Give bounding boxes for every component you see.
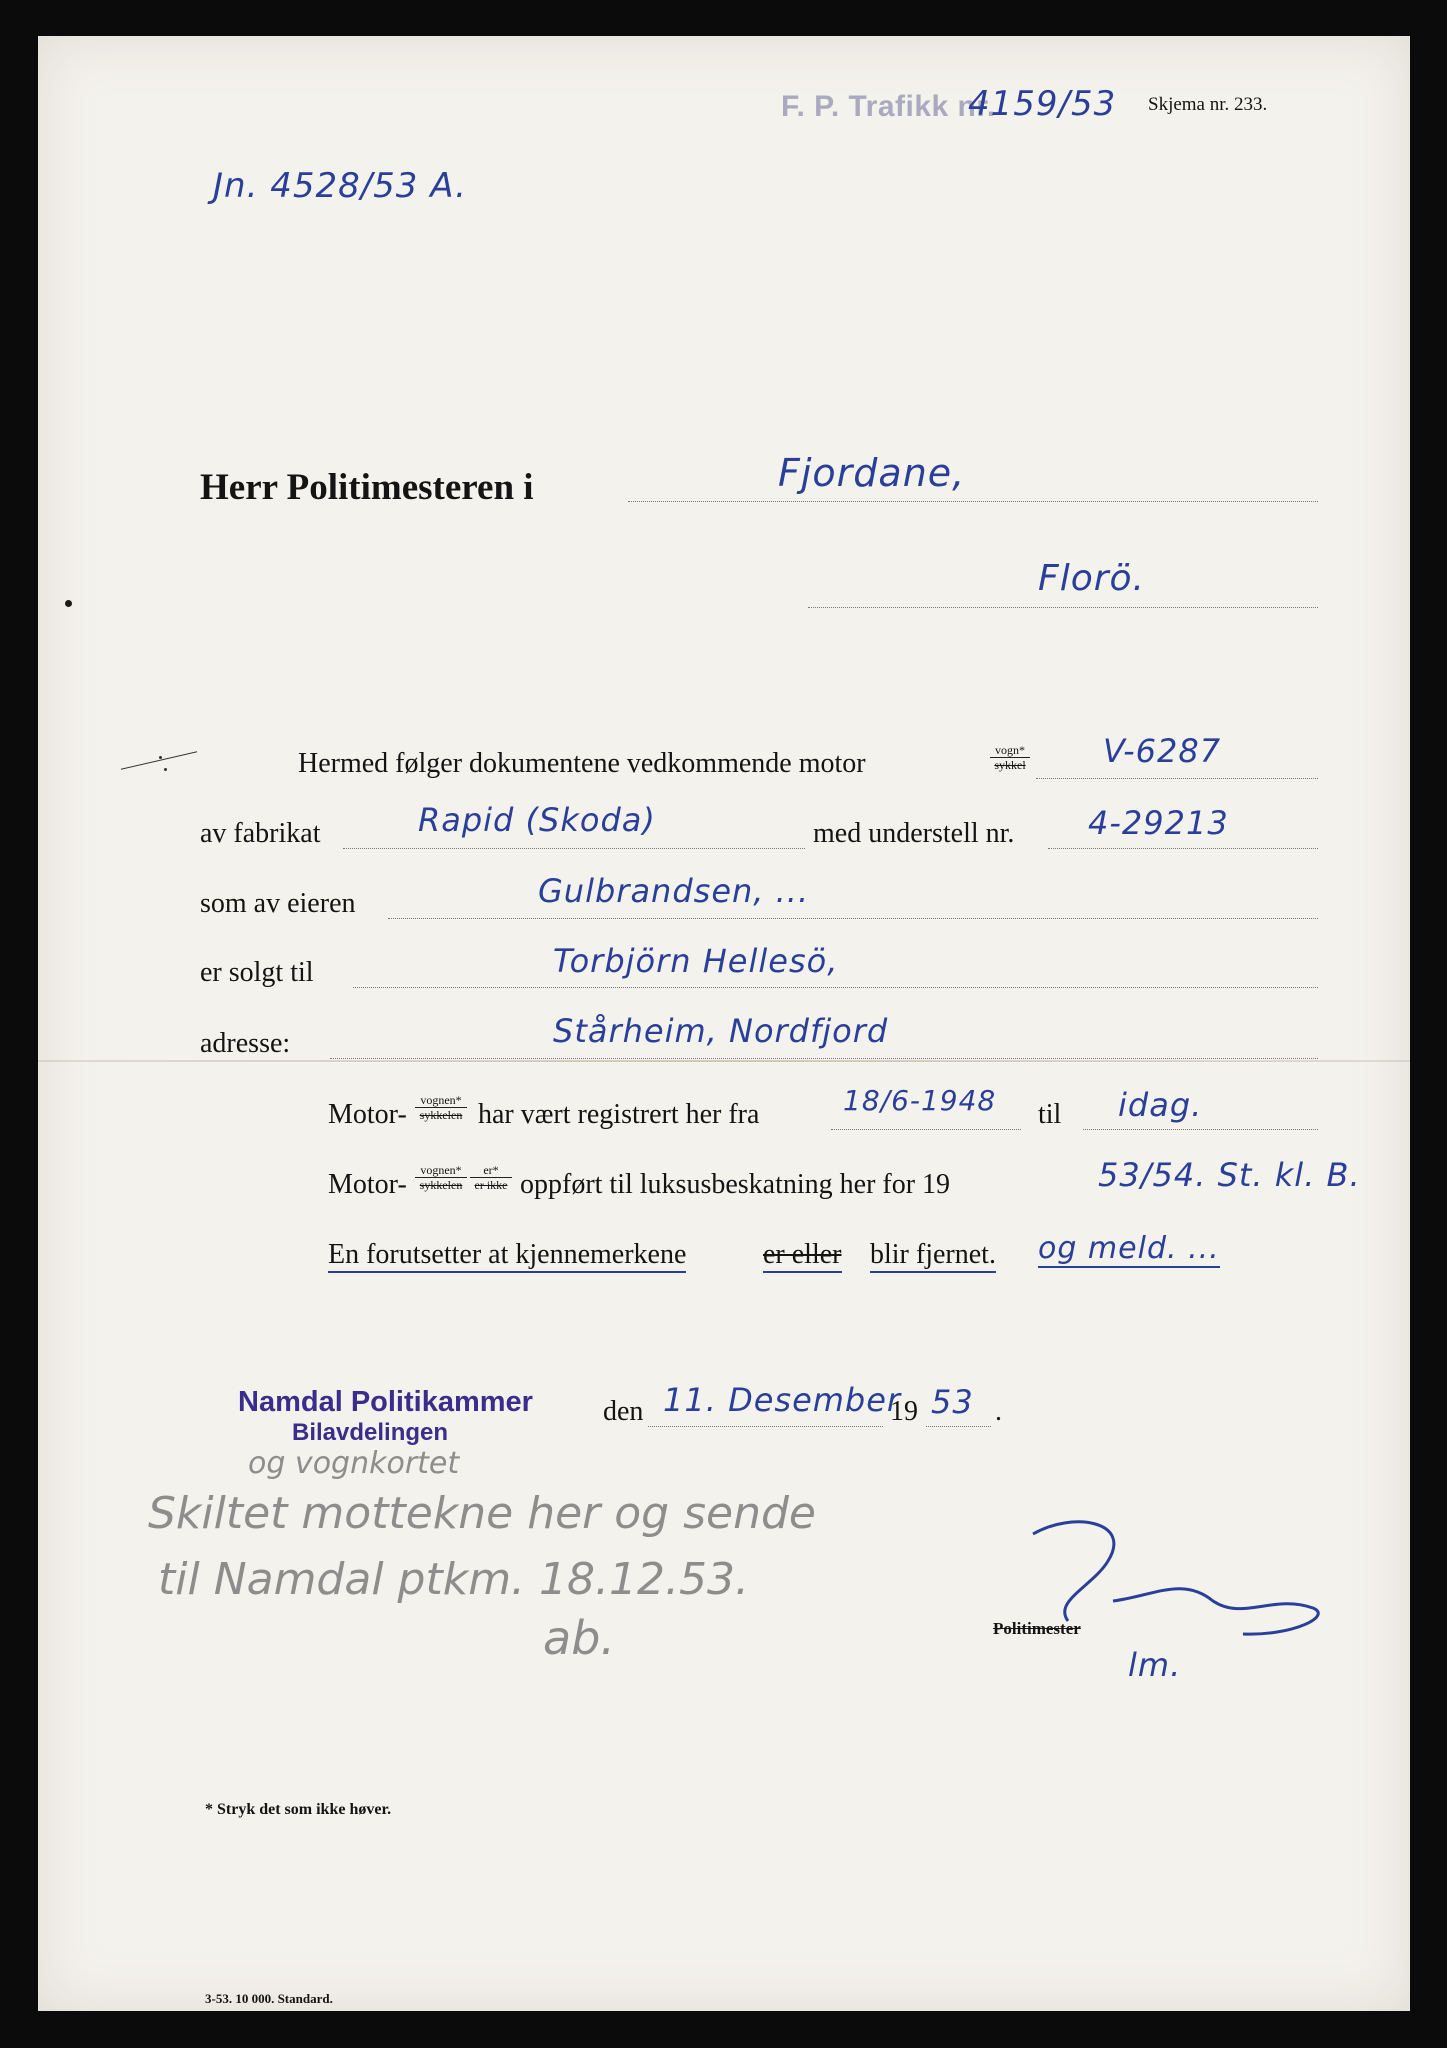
dotted-line xyxy=(1048,848,1318,849)
sold-label: er solgt til xyxy=(200,957,314,988)
removal-text-end: blir fjernet. xyxy=(870,1239,996,1273)
stamp-line-2: Bilavdelingen xyxy=(292,1419,449,1446)
chassis-value: 4-29213 xyxy=(1088,804,1229,842)
motor-prefix: Motor- xyxy=(328,1169,407,1200)
dotted-line xyxy=(808,607,1318,608)
stamp-line-1: Namdal Politikammer xyxy=(238,1386,533,1418)
pencil-note-line: Skiltet mottekne her og sende xyxy=(148,1488,816,1539)
vehicle-type-fraction xyxy=(415,1094,467,1121)
pencil-note-line: ab. xyxy=(543,1611,616,1665)
pencil-note-line: og vognkortet xyxy=(248,1446,460,1481)
motor-prefix: Motor- xyxy=(328,1099,407,1130)
fraction-er-ikke: er ikke xyxy=(474,1178,508,1192)
margin-mark-dot xyxy=(164,768,167,771)
owner-value: Gulbrandsen, ... xyxy=(538,872,810,910)
removal-text: En forutsetter at kjennemerkene xyxy=(328,1239,686,1273)
margin-dot xyxy=(65,600,72,607)
print-info: 3-53. 10 000. Standard. xyxy=(205,1991,333,2006)
signature-title: Politimester xyxy=(993,1619,1081,1638)
dotted-line xyxy=(648,1426,883,1427)
er-fraction xyxy=(470,1164,512,1191)
chassis-label: med understell nr. xyxy=(813,818,1015,849)
fraction-vognen: vognen* xyxy=(415,1164,467,1178)
removal-struck: er eller xyxy=(763,1239,842,1273)
addressee-district: Fjordane, xyxy=(778,451,966,495)
fraction-sykkelen: sykkelen xyxy=(419,1178,463,1192)
dotted-line xyxy=(388,918,1318,919)
dotted-line xyxy=(330,1058,1318,1059)
registered-from: 18/6-1948 xyxy=(843,1084,997,1117)
buyer-address: Stårheim, Nordfjord xyxy=(553,1012,889,1050)
footnote: * Stryk det som ikke høver. xyxy=(205,1801,392,1818)
year-suffix: 53 xyxy=(931,1383,974,1421)
fold-line xyxy=(38,1060,1410,1062)
form-number: Skjema nr. 233. xyxy=(1148,94,1268,115)
dotted-line xyxy=(831,1129,1021,1130)
fraction-vogn: vogn* xyxy=(990,744,1030,758)
til-label: til xyxy=(1038,1099,1062,1130)
dotted-line xyxy=(628,501,1318,502)
fabrikat-value: Rapid (Skoda) xyxy=(418,801,656,839)
dotted-line xyxy=(353,987,1318,988)
police-stamp xyxy=(238,1386,533,1447)
fraction-sykkelen: sykkelen xyxy=(419,1108,463,1122)
pencil-note-line: til Namdal ptkm. 18.12.53. xyxy=(158,1554,749,1605)
removal-note: og meld. ... xyxy=(1038,1231,1220,1266)
margin-mark xyxy=(121,751,197,770)
dotted-line xyxy=(1036,778,1318,779)
tax-label: oppført til luksusbeskatning her for 19 xyxy=(520,1169,951,1200)
addressee-heading: Herr Politimesteren i xyxy=(200,467,534,508)
vehicle-type-fraction xyxy=(990,744,1030,771)
dotted-line xyxy=(1083,1129,1318,1130)
date-day: 11. Desember xyxy=(663,1381,902,1419)
fraction-vognen: vognen* xyxy=(415,1094,467,1108)
signature-initials: lm. xyxy=(1128,1646,1182,1684)
fraction-er: er* xyxy=(470,1164,512,1178)
intro-text: Hermed følger dokumentene vedkommende motor xyxy=(298,748,866,779)
year-prefix: 19 xyxy=(890,1396,918,1427)
fraction-sykkel: sykkel xyxy=(994,758,1026,772)
registration-number: V-6287 xyxy=(1103,732,1222,770)
dotted-line xyxy=(343,848,805,849)
dotted-line xyxy=(926,1426,991,1427)
year-dot: . xyxy=(995,1396,1002,1427)
vehicle-type-fraction xyxy=(415,1164,467,1191)
owner-label: som av eieren xyxy=(200,888,356,919)
document-sheet xyxy=(38,36,1410,2011)
address-label: adresse: xyxy=(200,1028,291,1059)
fabrikat-label: av fabrikat xyxy=(200,818,321,849)
addressee-city: Florö. xyxy=(1038,558,1146,599)
tax-value: 53/54. St. kl. B. xyxy=(1098,1156,1361,1194)
buyer-name: Torbjörn Hellesö, xyxy=(553,942,839,980)
date-label: den xyxy=(603,1396,644,1427)
registered-to: idag. xyxy=(1118,1086,1203,1124)
traffic-number: 4159/53 xyxy=(968,84,1117,124)
registered-label: har vært registrert her fra xyxy=(478,1099,760,1130)
traffic-stamp: F. P. Trafikk nr. xyxy=(781,90,996,123)
margin-mark-dot xyxy=(159,756,162,759)
journal-number: Jn. 4528/53 A. xyxy=(213,166,467,206)
